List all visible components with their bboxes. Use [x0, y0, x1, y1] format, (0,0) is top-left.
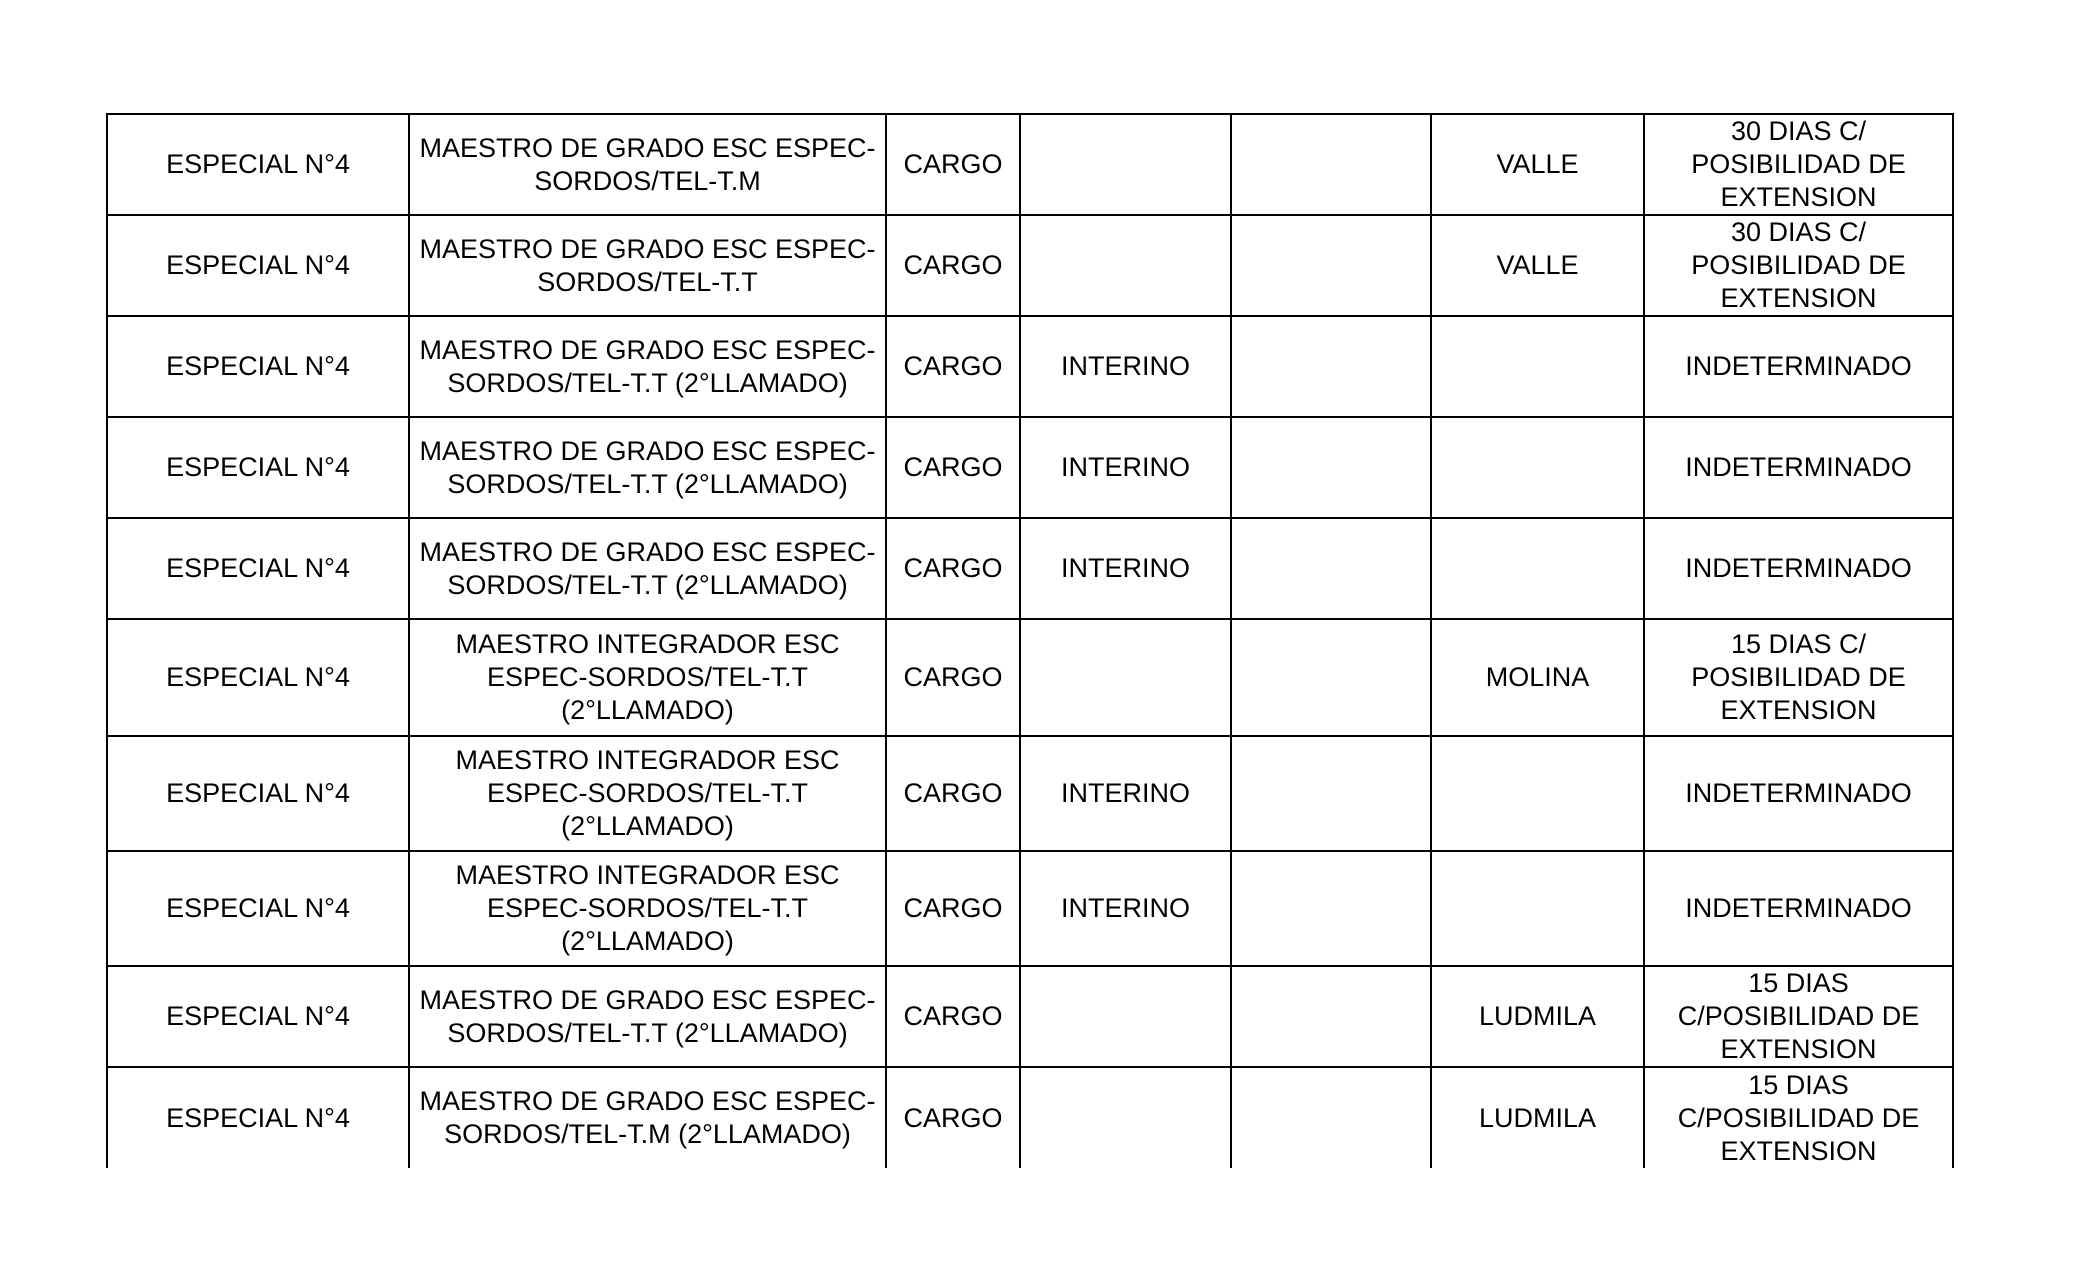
- status-cell: [1020, 966, 1231, 1067]
- type-cell: CARGO: [886, 316, 1020, 417]
- assignee-cell: LUDMILA: [1431, 1067, 1644, 1168]
- status-cell: [1020, 215, 1231, 316]
- table-row: [107, 518, 1953, 619]
- table-row: [107, 851, 1953, 966]
- position-cell: MAESTRO DE GRADO ESC ESPEC- SORDOS/TEL-T.T (2°LLAMADO): [409, 316, 886, 417]
- school-cell: ESPECIAL N°4: [107, 736, 409, 851]
- school-cell: ESPECIAL N°4: [107, 417, 409, 518]
- position-cell: MAESTRO DE GRADO ESC ESPEC- SORDOS/TEL-T.M: [409, 114, 886, 215]
- school-cell: ESPECIAL N°4: [107, 114, 409, 215]
- school-cell: ESPECIAL N°4: [107, 215, 409, 316]
- position-cell: MAESTRO DE GRADO ESC ESPEC- SORDOS/TEL-T.T (2°LLAMADO): [409, 518, 886, 619]
- status-cell: INTERINO: [1020, 316, 1231, 417]
- type-cell: CARGO: [886, 736, 1020, 851]
- type-cell: CARGO: [886, 215, 1020, 316]
- table-row: [107, 619, 1953, 736]
- duration-cell: 30 DIAS C/ POSIBILIDAD DE EXTENSION: [1644, 114, 1953, 215]
- status-cell: [1020, 619, 1231, 736]
- school-cell: ESPECIAL N°4: [107, 619, 409, 736]
- duration-cell: INDETERMINADO: [1644, 736, 1953, 851]
- status-cell: [1020, 1067, 1231, 1168]
- type-cell: CARGO: [886, 114, 1020, 215]
- position-cell: MAESTRO INTEGRADOR ESC ESPEC-SORDOS/TEL-T.T (2°LLAMADO): [409, 736, 886, 851]
- status-cell: INTERINO: [1020, 518, 1231, 619]
- status-cell: INTERINO: [1020, 417, 1231, 518]
- assignee-cell: VALLE: [1431, 114, 1644, 215]
- position-cell: MAESTRO DE GRADO ESC ESPEC- SORDOS/TEL-T.T: [409, 215, 886, 316]
- empty-cell: [1231, 114, 1431, 215]
- status-cell: INTERINO: [1020, 851, 1231, 966]
- assignee-cell: [1431, 736, 1644, 851]
- table-body: [107, 114, 1953, 1168]
- empty-cell: [1231, 417, 1431, 518]
- type-cell: CARGO: [886, 518, 1020, 619]
- assignee-cell: [1431, 851, 1644, 966]
- table-row: [107, 215, 1953, 316]
- type-cell: CARGO: [886, 1067, 1020, 1168]
- position-cell: MAESTRO INTEGRADOR ESC ESPEC-SORDOS/TEL-T.T (2°LLAMADO): [409, 851, 886, 966]
- position-cell: MAESTRO DE GRADO ESC ESPEC- SORDOS/TEL-T.T (2°LLAMADO): [409, 417, 886, 518]
- assignee-cell: [1431, 518, 1644, 619]
- duration-cell: 15 DIAS C/ POSIBILIDAD DE EXTENSION: [1644, 619, 1953, 736]
- duration-cell: INDETERMINADO: [1644, 518, 1953, 619]
- position-cell: MAESTRO INTEGRADOR ESC ESPEC-SORDOS/TEL-T.T (2°LLAMADO): [409, 619, 886, 736]
- type-cell: CARGO: [886, 851, 1020, 966]
- type-cell: CARGO: [886, 417, 1020, 518]
- school-cell: ESPECIAL N°4: [107, 518, 409, 619]
- position-cell: MAESTRO DE GRADO ESC ESPEC- SORDOS/TEL-T.T (2°LLAMADO): [409, 966, 886, 1067]
- position-cell: MAESTRO DE GRADO ESC ESPEC- SORDOS/TEL-T.M (2°LLAMADO): [409, 1067, 886, 1168]
- assignee-cell: LUDMILA: [1431, 966, 1644, 1067]
- assignee-cell: [1431, 417, 1644, 518]
- empty-cell: [1231, 736, 1431, 851]
- type-cell: CARGO: [886, 966, 1020, 1067]
- table-row: [107, 966, 1953, 1067]
- duration-cell: INDETERMINADO: [1644, 851, 1953, 966]
- table-row: [107, 316, 1953, 417]
- empty-cell: [1231, 518, 1431, 619]
- duration-cell: 30 DIAS C/ POSIBILIDAD DE EXTENSION: [1644, 215, 1953, 316]
- duration-cell: 15 DIAS C/POSIBILIDAD DE EXTENSION: [1644, 1067, 1953, 1168]
- duration-cell: INDETERMINADO: [1644, 316, 1953, 417]
- empty-cell: [1231, 851, 1431, 966]
- vacancy-table: [106, 113, 1954, 1168]
- assignee-cell: VALLE: [1431, 215, 1644, 316]
- status-cell: INTERINO: [1020, 736, 1231, 851]
- school-cell: ESPECIAL N°4: [107, 316, 409, 417]
- school-cell: ESPECIAL N°4: [107, 1067, 409, 1168]
- empty-cell: [1231, 316, 1431, 417]
- empty-cell: [1231, 1067, 1431, 1168]
- table-row: [107, 1067, 1953, 1168]
- status-cell: [1020, 114, 1231, 215]
- empty-cell: [1231, 215, 1431, 316]
- assignee-cell: MOLINA: [1431, 619, 1644, 736]
- table-row: [107, 417, 1953, 518]
- school-cell: ESPECIAL N°4: [107, 966, 409, 1067]
- assignee-cell: [1431, 316, 1644, 417]
- empty-cell: [1231, 619, 1431, 736]
- table-row: [107, 114, 1953, 215]
- duration-cell: 15 DIAS C/POSIBILIDAD DE EXTENSION: [1644, 966, 1953, 1067]
- type-cell: CARGO: [886, 619, 1020, 736]
- table-row: [107, 736, 1953, 851]
- school-cell: ESPECIAL N°4: [107, 851, 409, 966]
- empty-cell: [1231, 966, 1431, 1067]
- duration-cell: INDETERMINADO: [1644, 417, 1953, 518]
